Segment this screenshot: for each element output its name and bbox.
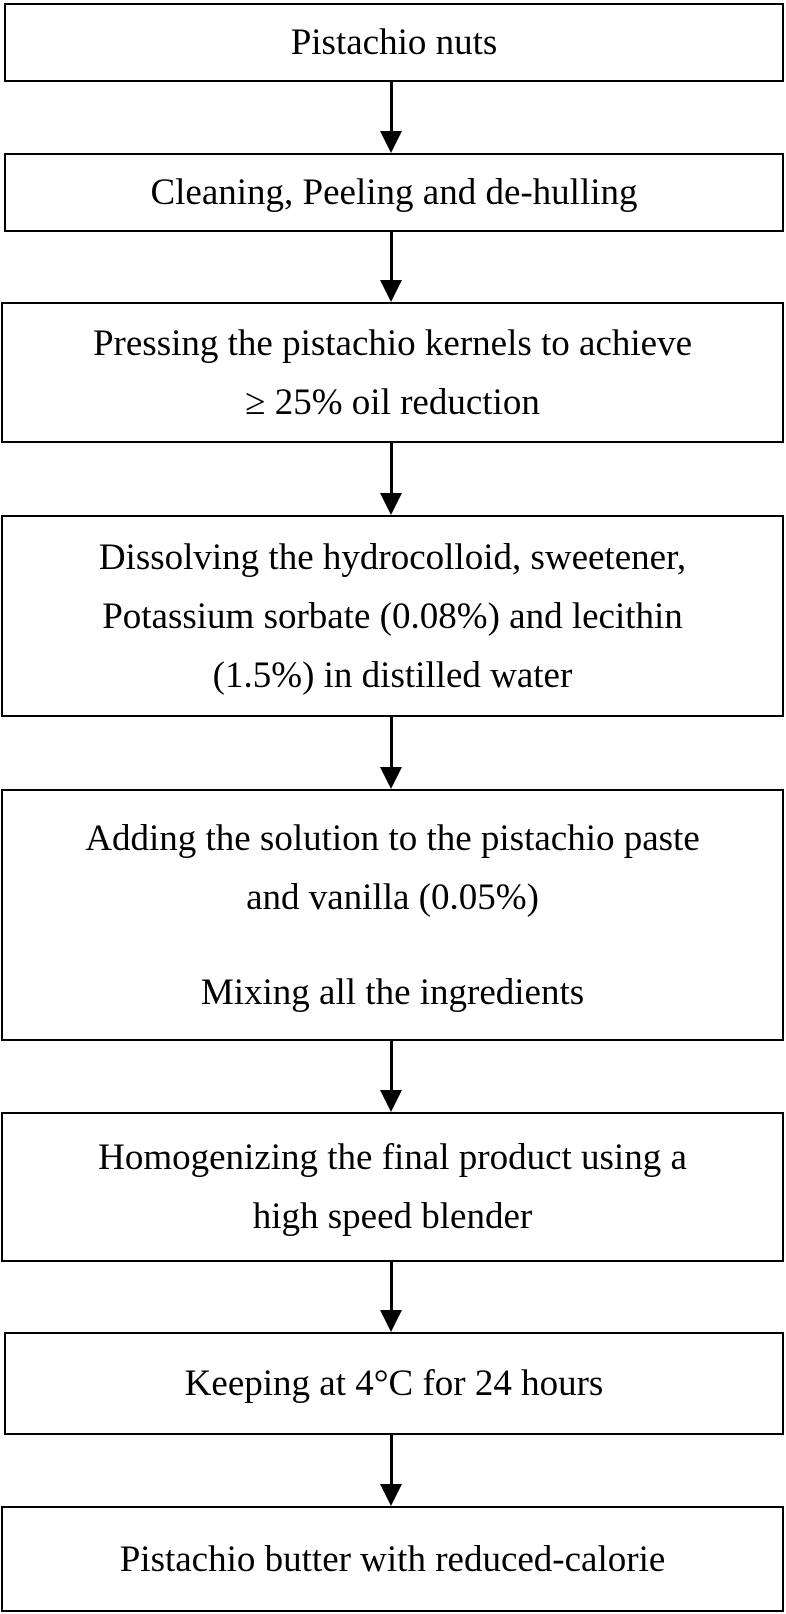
step-6-text-line-1: Homogenizing the final product using a <box>98 1137 687 1178</box>
step-8-text: Pistachio butter with reduced-calorie <box>119 1538 666 1580</box>
step-4-text-line-2: Potassium sorbate (0.08%) and lecithin <box>102 595 683 637</box>
step-2-box <box>4 153 784 232</box>
step-6-text-line-2: high speed blender <box>252 1196 533 1237</box>
step-5-text-line-1: Adding the solution to the pistachio paste <box>85 817 700 859</box>
step-1-box <box>4 3 784 82</box>
step-4-text-line-3: (1.5%) in distilled water <box>212 654 573 696</box>
step-7-text: Keeping at 4°C for 24 hours <box>184 1363 604 1404</box>
step-3-box <box>1 302 784 443</box>
step-2-text: Cleaning, Peeling and de-hulling <box>150 172 638 213</box>
step-1-text: Pistachio nuts <box>290 22 498 63</box>
step-8-box <box>1 1506 784 1612</box>
step-3-text-line-2: ≥ 25% oil reduction <box>245 381 540 423</box>
step-4-text-line-1: Dissolving the hydrocolloid, sweetener, <box>98 536 687 578</box>
step-3-text-line-1: Pressing the pistachio kernels to achieve <box>92 322 693 364</box>
step-6-box <box>1 1112 784 1262</box>
step-5-box <box>1 789 784 1041</box>
step-4-box <box>1 515 784 717</box>
step-5-text-line-2: and vanilla (0.05%) <box>246 876 539 918</box>
step-5-text-line-3: Mixing all the ingredients <box>200 971 585 1013</box>
step-7-box <box>4 1332 784 1435</box>
